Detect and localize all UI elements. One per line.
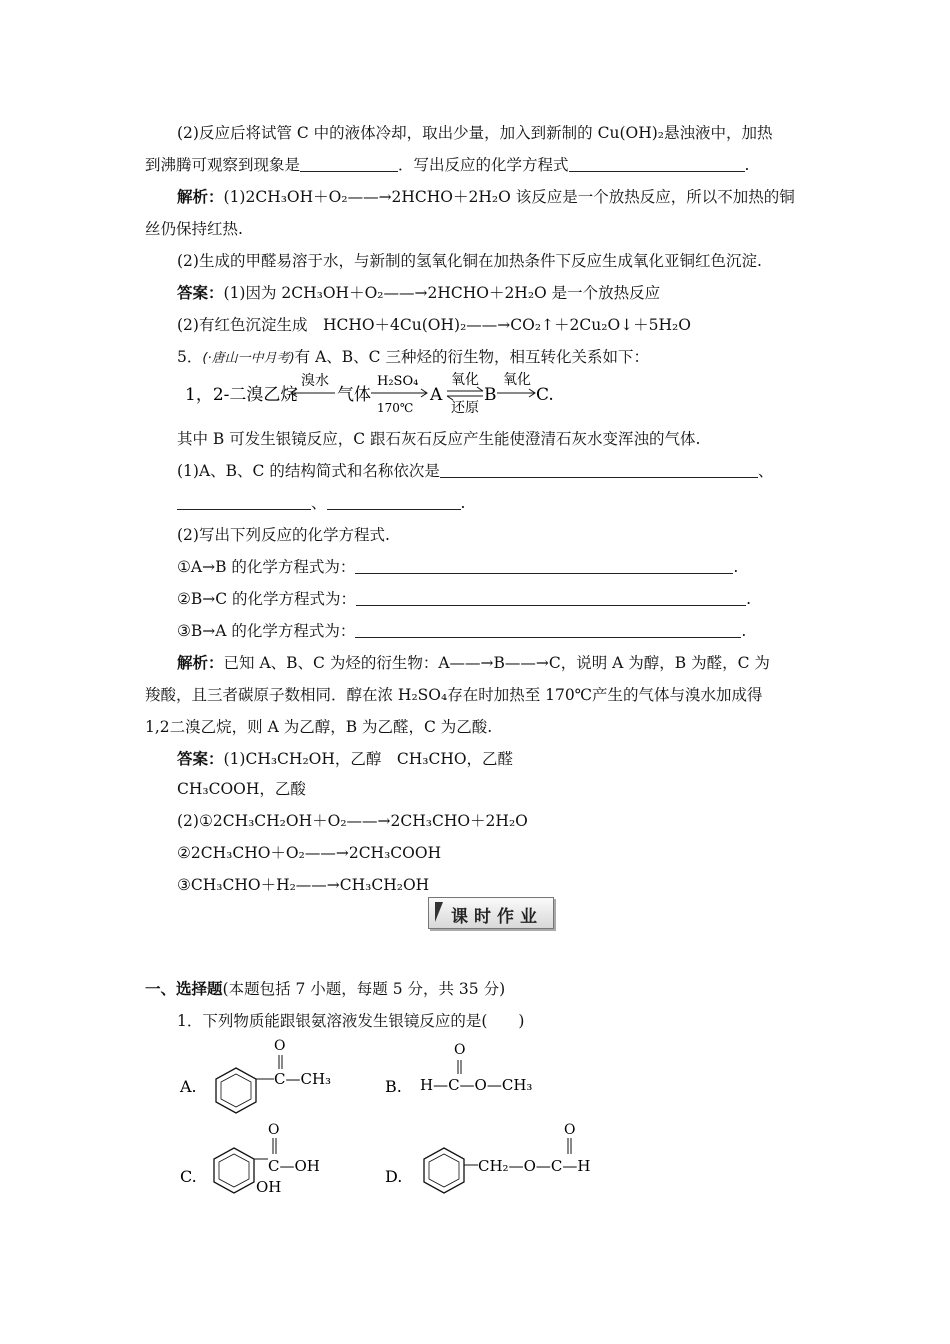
option-c[interactable] [180,1122,320,1196]
section1-note: (本题包括 7 小题，每题 5 分，共 35 分) [222,980,506,998]
option-a-tail: C—CH₃ [274,1070,332,1088]
q5-stem [177,347,649,369]
answer-blank[interactable] [355,559,733,574]
q4-part2-text-a: 到沸腾可观察到现象是 [145,156,301,174]
analysis4-line1 [177,187,795,207]
analysis4-text1: (1)2CH₃OH＋O₂——→2HCHO＋2H₂O 该反应是一个放热反应，所以不加热的铜 [223,188,795,206]
q5-r2-text: ②B→C 的化学方程式为： [177,590,357,608]
benzene-inner-icon [429,1154,459,1187]
scheme-arrow4-top: 氧化 [503,372,531,388]
q5-r1-end: . [733,558,739,576]
answer-label: 答案： [177,283,224,302]
q5-r3-end: . [741,622,747,640]
q5-p1 [177,461,773,481]
option-b-label: B. [385,1077,402,1096]
option-d-o: O [564,1122,576,1138]
q5-p1-text: (1)A、B、C 的结构简式和名称依次是 [177,462,440,480]
scheme-arrow3-bottom: 还原 [451,400,479,416]
q5-p2: (2)写出下列反应的化学方程式. [177,526,390,544]
mc1-stem: 1．下列物质能跟银氨溶液发生银镜反应的是( ) [177,1012,525,1030]
analysis4-line2: 丝仍保持红热. [145,220,243,238]
badge-text: 课时作业 [451,907,543,927]
q5-r1 [177,557,738,577]
scheme-a: A [430,385,443,405]
benzene-ring-icon [214,1148,254,1193]
options-svg [170,1030,640,1210]
scheme-svg [177,368,577,418]
option-c-tail: C—OH [268,1157,320,1175]
answer-blank[interactable] [440,463,758,478]
q4-part2-text-c: . [744,156,750,174]
option-d[interactable] [385,1122,590,1193]
q4-part2-line2 [145,155,749,175]
mc1-options [170,1030,640,1210]
q5-desc: 其中 B 可发生银镜反应，C 跟石灰石反应产生能使澄清石灰水变浑浊的气体. [177,430,701,448]
answer4-line2: (2)有红色沉淀生成 HCHO＋4Cu(OH)₂——→CO₂↑＋2Cu₂O↓＋5H₂O [177,316,691,334]
option-b-o: O [454,1042,466,1058]
answer-blank[interactable] [300,157,398,172]
answer5-line5: ③CH₃CHO＋H₂——→CH₃CH₂OH [177,876,430,894]
q5-reaction-scheme [177,368,577,418]
option-a[interactable] [179,1038,331,1113]
answer5-line2: CH₃COOH，乙酸 [177,780,306,798]
answer5-line1 [177,749,513,769]
analysis4-line3: (2)生成的甲醛易溶于水，与新制的氢氧化铜在加热条件下反应生成氧化亚铜红色沉淀. [177,252,762,270]
lesson-homework-badge [428,897,554,929]
q5-p1-cont [177,493,465,513]
answer4-line1 [177,283,660,303]
answer-blank[interactable] [355,623,741,638]
section1-header [145,979,505,999]
q5-p1-end: . [460,494,466,512]
scheme-start: 1，2-二溴乙烷 [185,385,298,405]
analysis-label: 解析： [177,187,224,206]
benzene-inner-icon [219,1154,249,1187]
q5-r3 [177,621,746,641]
analysis5-line1 [177,653,770,673]
badge-triangle-icon [435,902,443,922]
scheme-b: B [484,385,497,405]
option-c-o: O [268,1122,280,1138]
answer4-text1: (1)因为 2CH₃OH＋O₂——→2HCHO＋2H₂O 是一个放热反应 [223,284,661,302]
q5-stem-text: 有 A、B、C 三种烃的衍生物，相互转化关系如下： [294,348,649,366]
answer5-text1: (1)CH₃CH₂OH，乙醇 CH₃CHO，乙醛 [223,750,514,768]
benzene-inner-icon [221,1074,251,1107]
q4-part2-line1: (2)反应后将试管 C 中的液体冷却，取出少量，加入到新制的 Cu(OH)₂悬浊液中，加热 [177,124,773,142]
analysis5-text1: 已知 A、B、C 为烃的衍生物：A——→B——→C，说明 A 为醇，B 为醛，C 为 [223,654,770,672]
option-b[interactable] [385,1042,532,1096]
analysis5-line3: 1,2二溴乙烷，则 A 为乙醇，B 为乙醛，C 为乙酸. [145,718,493,736]
scheme-arrow3-fwd-head [477,387,483,391]
analysis-label: 解析： [177,653,224,672]
q5-r3-text: ③B→A 的化学方程式为： [177,622,356,640]
q4-part2-text-b: ．写出反应的化学方程式 [398,156,569,174]
option-c-label: C. [180,1167,197,1186]
scheme-arrow3-top: 氧化 [451,372,479,388]
answer-blank[interactable] [177,495,311,510]
option-d-label: D. [385,1167,403,1186]
analysis5-line2: 羧酸，且三者碳原子数相同．醇在浓 H₂SO₄存在时加热至 170℃产生的气体与溴水加成得 [145,686,763,704]
option-a-o: O [274,1038,286,1054]
q5-r1-text: ①A→B 的化学方程式为： [177,558,356,576]
scheme-gas: 气体 [337,385,371,405]
scheme-c: C. [536,385,554,405]
q5-r2-end: . [746,590,751,608]
benzene-ring-icon [216,1068,256,1113]
answer5-line3: (2)①2CH₃CH₂OH＋O₂——→2CH₃CHO＋2H₂O [177,812,528,830]
q5-p1-sep: 、 [757,462,774,480]
option-a-label: A. [180,1077,197,1096]
benzene-ring-icon [424,1148,464,1193]
option-b-formula: H—C—O—CH₃ [420,1076,533,1094]
q5-number: 5． [177,348,203,366]
scheme-arrow2-top: H₂SO₄ [377,374,419,389]
scheme-arrow2-bottom: 170℃ [377,401,414,415]
option-d-tail: CH₂—O—C—H [478,1157,591,1175]
scheme-arrow1-label: 溴水 [301,373,329,389]
q5-source: (·唐山一中月考) [202,351,295,366]
q5-r2 [177,589,751,609]
answer5-line4: ②2CH₃CHO＋O₂——→2CH₃COOH [177,844,442,862]
q5-p1-sep2: 、 [311,494,327,512]
answer-blank[interactable] [569,157,745,172]
answer-label: 答案： [177,749,224,768]
answer-blank[interactable] [356,591,746,606]
answer-blank[interactable] [327,495,461,510]
option-c-oh: OH [256,1178,282,1196]
section1-title: 一、选择题 [145,979,223,998]
